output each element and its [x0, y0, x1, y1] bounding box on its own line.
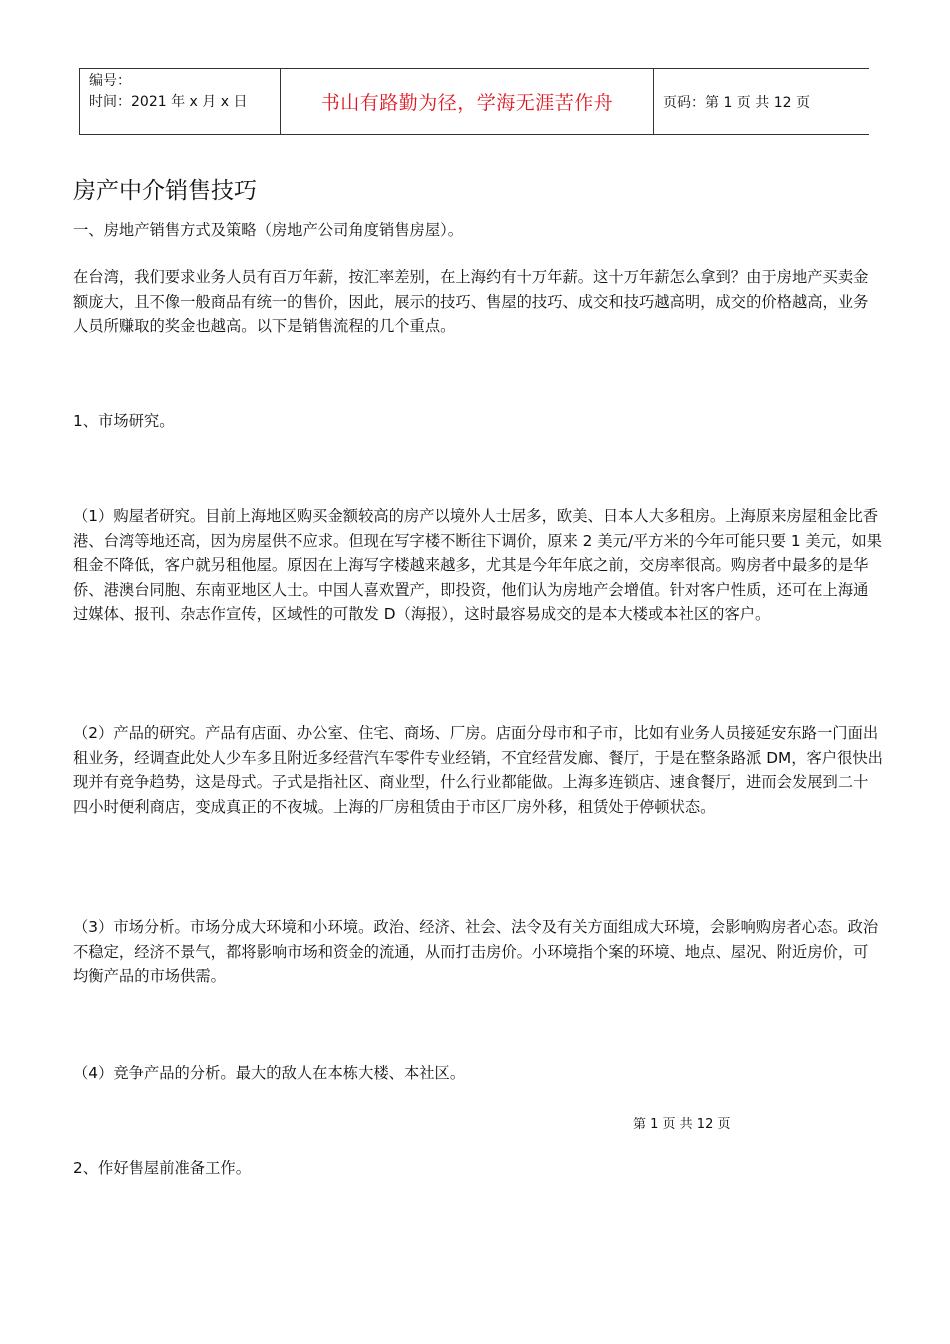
sub-buyer-research: （1）购屋者研究。目前上海地区购买金额较高的房产以境外人士居多，欧美、日本人大多租房。上海原来房屋租金比香港、台湾等地还高，因为房屋供不应求。但现在写字楼不断往下调价，原来 2 美元/平方米的今年可能只要 1 美元，如果租金不降低，客户就另租他屋。原因在上海写字楼越来越多，尤其是今年年底之前，交房率很高。购房者中最多的是华侨、港澳台同胞、东南亚地区人士。中国人喜欢置产，即投资，他们认为房地产会增值。针对客户性质，还可在上海通过媒体、报刊、杂志作宣传，区域性的可散发 D（海报），这时最容易成交的是本大楼或本社区的客户。	[73, 507, 882, 623]
item-pre-sale-prep: 2、作好售屋前准备工作。	[73, 1159, 251, 1177]
sub-product-research: （2）产品的研究。产品有店面、办公室、住宅、商场、厂房。店面分母市和子市，比如有业务人员接延安东路一门面出租业务，经调查此处人少车多且附近多经营汽车零件专业经销，不宜经营发廊、餐厅，于是在整条路派 DM，客户很快出现并有竞争趋势，这是母式。子式是指社区、商业型，什么行业都能做。上海多连锁店、速食餐厅，进而会发展到二十四小时便利商店，变成真正的不夜城。上海的厂房租赁由于市区厂房外移，租赁处于停顿状态。	[73, 724, 883, 816]
section-heading: 一、房地产销售方式及策略（房地产公司角度销售房屋）。	[73, 221, 464, 239]
header-table	[79, 68, 869, 135]
sub-competitor-analysis: （4）竞争产品的分析。最大的敌人在本栋大楼、本社区。	[73, 1064, 466, 1082]
intro-paragraph: 在台湾，我们要求业务人员有百万年薪，按汇率差别，在上海约有十万年薪。这十万年薪怎么拿到？由于房地产买卖金额庞大，且不像一般商品有统一的售价，因此，展示的技巧、售屋的技巧、成交和技巧越高明，成交的价格越高，业务人员所赚取的奖金也越高。以下是销售流程的几个重点。	[73, 268, 869, 335]
sub-market-analysis: （3）市场分析。市场分成大环境和小环境。政治、经济、社会、法令及有关方面组成大环境，会影响购房者心态。政治不稳定，经济不景气，都将影响市场和资金的流通，从而打击房价。小环境指个案的环境、地点、屋况、附近房价，可均衡产品的市场供需。	[73, 918, 879, 985]
header-page-label: 页码：第 1 页 共 12 页	[663, 94, 810, 111]
document-title: 房产中介销售技巧	[73, 178, 257, 204]
document-time-label: 时间：2021 年 x 月 x 日	[89, 94, 248, 110]
header-motto-cell	[281, 69, 654, 134]
header-page-cell	[654, 69, 869, 134]
header-info-cell	[80, 69, 281, 134]
page-footer: 第 1 页 共 12 页	[633, 1117, 731, 1132]
motto-text: 书山有路勤为径，学海无涯苦作舟	[320, 92, 614, 114]
item-market-research: 1、市场研究。	[73, 412, 175, 430]
document-number-label: 编号：	[89, 73, 131, 89]
